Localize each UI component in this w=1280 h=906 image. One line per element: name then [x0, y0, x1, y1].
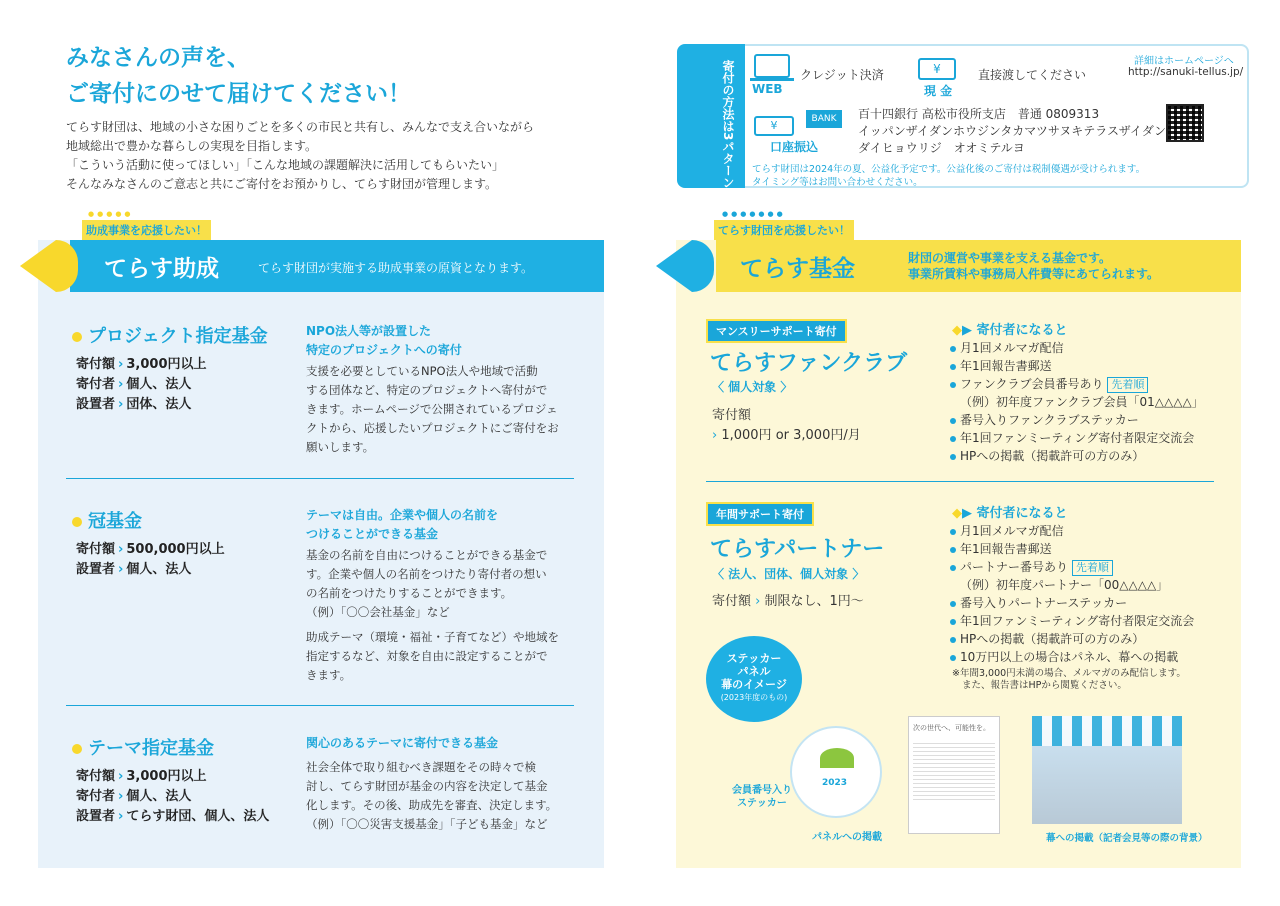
sticker-image: 2023	[790, 726, 882, 818]
banner-photo	[1032, 716, 1182, 824]
cash-icon: ¥	[918, 58, 956, 80]
section-theme-fund-title: テーマ指定基金	[72, 734, 214, 760]
bank-transfer-icon: ¥	[754, 116, 794, 136]
section-project-fund-body: 支援を必要としているNPO法人や地域で活動 する団体など、特定のプロジェクトへ寄付がで きます。ホームページで公開されているプロジェ クトから、応援したいプロジェクトにご寄付をお 願いします。	[306, 364, 559, 454]
dots-decoration-left: ●●●●●	[88, 210, 134, 218]
panel-caption: パネルへの掲載	[812, 832, 882, 843]
bullet-icon	[72, 517, 82, 527]
left-band-desc: てらす財団が実施する助成事業の原資となります。	[258, 261, 534, 275]
right-band-title: てらす基金	[740, 256, 855, 282]
annual-benefits: 月1回メルマガ配信 年1回報告書郵送 パートナー番号あり 先着順 （例）初年度パートナー「00△△△△」 番号入りパートナーステッカー 年1回ファンミーティング寄付者限定交流会 HPへの掲載（掲載許可の方のみ） 10万円以上の場合はパネル、幕への掲載	[950, 522, 1194, 666]
annual-target: 〈 法人、団体、個人対象 〉	[712, 567, 865, 581]
monthly-title: てらすファンクラブ	[710, 351, 908, 376]
homepage-link[interactable]: http://sanuki-tellus.jp/	[1128, 66, 1244, 78]
bank-label: 口座振込	[770, 140, 819, 154]
image-bubble-text: ステッカー パネル 幕のイメージ (2023年度のもの)	[720, 652, 788, 702]
intro-text: てらす財団は、地域の小さな困りごとを多くの市民と共有し、みんなで支え合いながら 地域総出で豊かな暮らしの実現を目指します。 「こういう活動に使ってほしい」「こんな地域の課題解決に活用してもらいたい」 そんなみなさんのご意志と共にご寄付をお預かりし、てらす財団が管理します。	[66, 120, 535, 191]
divider	[66, 478, 574, 479]
section-project-fund-subhead: NPO法人等が設置した 特定のプロジェクトへの寄付	[306, 324, 462, 357]
laptop-base-icon	[750, 78, 794, 81]
bullet-icon	[72, 744, 82, 754]
monthly-tag: マンスリーサポート寄付	[706, 319, 847, 343]
left-tag: 助成事業を応援したい！	[82, 220, 211, 240]
web-text: クレジット決済	[800, 68, 884, 82]
annual-title: てらすパートナー	[710, 537, 885, 562]
laptop-icon	[754, 54, 790, 78]
section-crown-fund-body: 基金の名前を自由につけることができる基金で す。企業や個人の名前をつけたり寄付者の想い の名前をつけたりすることができます。 （例）「〇〇会社基金」など	[306, 548, 548, 619]
bullet-icon	[72, 332, 82, 342]
bank-details: 百十四銀行 高松市役所支店 普通 0809313 イッパンザイダンホウジンタカマツサヌキテラスザイダン ダイヒョウリジ オオミテルヨ	[858, 107, 1166, 155]
qr-code-icon[interactable]	[1166, 104, 1204, 142]
dots-decoration-right: ●●●●●●●	[722, 210, 786, 218]
donation-methods-label: 寄付の方法は3パターン	[721, 60, 735, 189]
monthly-amount: 寄付額 › 1,000円 or 3,000円/月	[712, 408, 861, 443]
monthly-benefits: 月1回メルマガ配信 年1回報告書郵送 ファンクラブ会員番号あり 先着順 （例）初年度ファンクラブ会員「01△△△△」 番号入りファンクラブステッカー 年1回ファンミーティング寄付者限定交流会 HPへの掲載（掲載許可の方のみ）	[950, 339, 1204, 465]
divider	[706, 481, 1214, 482]
web-label: WEB	[752, 82, 783, 96]
detail-line1: 詳細はホームページへ	[1134, 56, 1234, 67]
right-band-desc: 財団の運営や事業を支える基金です。 事業所賃料や事務局人件費等にあてられます。	[908, 251, 1160, 281]
monthly-target: 〈 個人対象 〉	[712, 380, 793, 394]
section-crown-fund-title: 冠基金	[72, 507, 142, 533]
section-project-fund-title: プロジェクト指定基金	[72, 322, 268, 348]
right-tag: てらす財団を応援したい！	[714, 220, 854, 240]
tax-note: てらす財団は2024年の夏、公益化予定です。公益化後のご寄付は税制優遇が受けられます。 タイミング等はお問い合わせください。	[752, 164, 1146, 188]
left-arrow-icon	[20, 240, 56, 292]
section-theme-fund-subhead: 関心のあるテーマに寄付できる基金	[306, 736, 499, 750]
panel-text-lines	[913, 743, 995, 803]
banner-caption: 幕への掲載（記者会見等の際の背景）	[1046, 833, 1208, 844]
annual-benefit-heading: ◆▶ 寄付者になると	[952, 506, 1068, 521]
section-crown-fund-rows: 寄付額 › 500,000円以上 設置者 › 個人、法人	[76, 542, 225, 577]
annual-amount: 寄付額 › 制限なし、1円〜	[712, 594, 864, 609]
leaf-icon	[820, 748, 854, 768]
panel-image: 次の世代へ、可能性を。	[908, 716, 1000, 834]
section-project-fund-rows: 寄付額 › 3,000円以上 寄付者 › 個人、法人 設置者 › 団体、法人	[76, 357, 207, 412]
banner-pattern	[1032, 716, 1182, 746]
left-band-title: てらす助成	[104, 256, 219, 282]
bank-icon: BANK	[806, 110, 842, 128]
section-crown-fund-body2: 助成テーマ（環境・福祉・子育てなど）や地域を 指定するなど、対象を自由に設定することがで きます。	[306, 630, 559, 682]
page-title: みなさんの声を、 ご寄付にのせて届けてください！	[66, 45, 411, 107]
sticker-caption: 会員番号入り ステッカー	[732, 785, 792, 809]
annual-tag: 年間サポート寄付	[706, 502, 814, 526]
monthly-benefit-heading: ◆▶ 寄付者になると	[952, 323, 1068, 338]
cash-label: 現 金	[924, 84, 953, 98]
cash-text: 直接渡してください	[978, 68, 1087, 82]
divider	[66, 705, 574, 706]
section-crown-fund-subhead: テーマは自由。企業や個人の名前を つけることができる基金	[306, 508, 499, 541]
annual-note: ※年間3,000円未満の場合、メルマガのみ配信します。 また、報告書はHPから閲覧ください。	[952, 668, 1186, 691]
section-theme-fund-rows: 寄付額 › 3,000円以上 寄付者 › 個人、法人 設置者 › てらす財団、個人、法人	[76, 769, 270, 824]
section-theme-fund-body: 社会全体で取り組むべき課題をその時々で検 討し、てらす財団が基金の内容を決定して基金 化します。その後、助成先を審査、決定します。 （例）「〇〇災害支援基金」「子ども基金」など	[306, 760, 558, 831]
right-arrow-icon	[656, 240, 692, 292]
